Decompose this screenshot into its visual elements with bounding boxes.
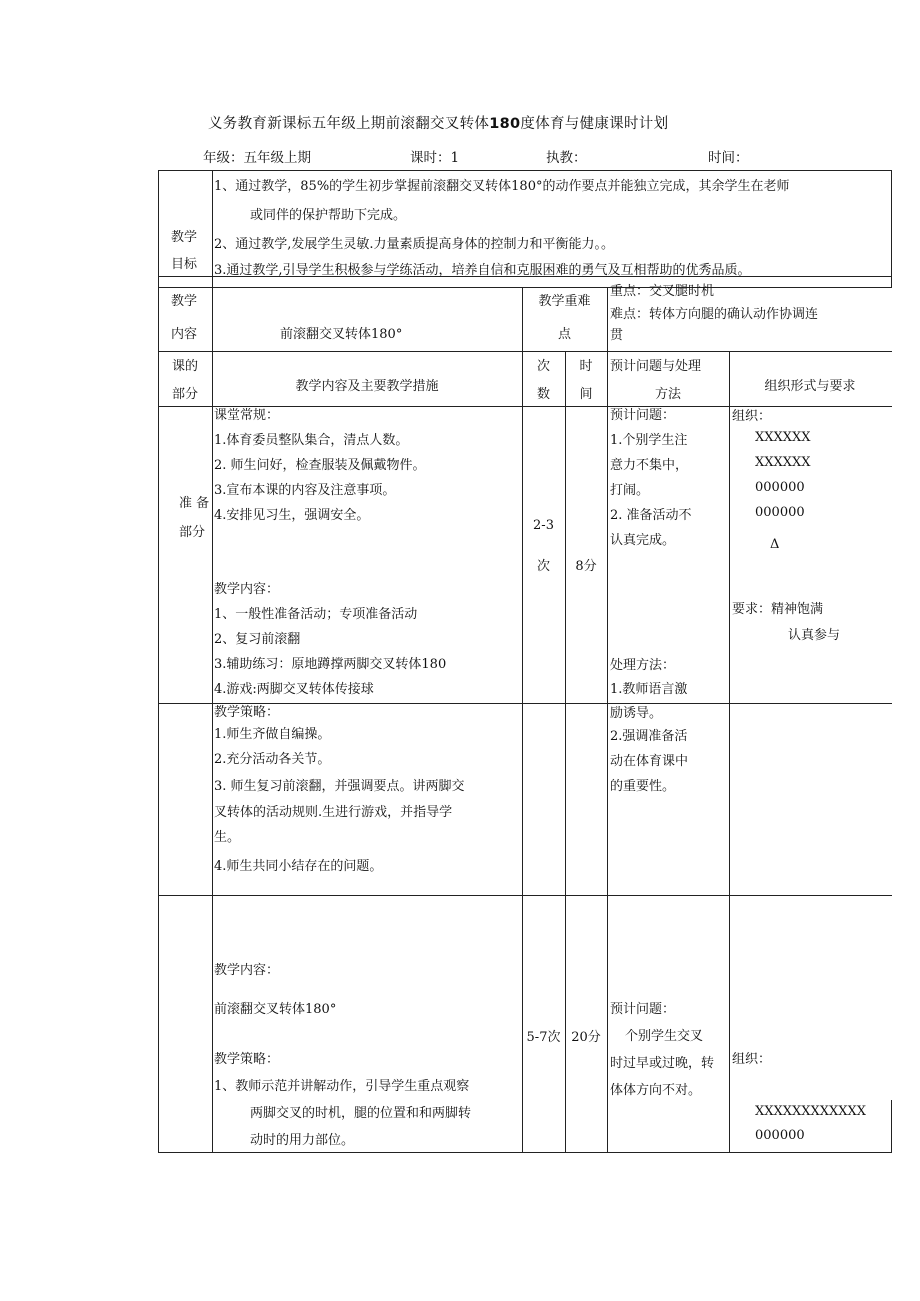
list-item: 4.安排见习生，强调安全。 bbox=[214, 508, 370, 523]
basic-issue-label: 预计问题： bbox=[610, 1002, 676, 1017]
basic-strategy-label: 教学策略： bbox=[214, 1052, 280, 1067]
basic-content-label: 教学内容： bbox=[214, 963, 280, 978]
prep-handling bbox=[610, 704, 688, 799]
lesson-count-label: 课时：1 bbox=[410, 150, 460, 166]
basic-step-1-cont2: 动时的用力部位。 bbox=[250, 1133, 355, 1148]
basic-content: 前滚翻交叉转体180° bbox=[214, 1002, 337, 1017]
prep-times-1: 2-3 bbox=[533, 518, 554, 533]
goal-item-2: 2、通过教学,发展学生灵敏.力量素质提高身体的控制力和平衡能力。。 bbox=[214, 237, 615, 252]
formation-row: XXXXXX bbox=[755, 455, 811, 470]
col-times-1: 次 bbox=[536, 359, 550, 374]
list-item: 2.充分活动各关节。 bbox=[214, 752, 331, 767]
prep-require-1: 要求：精神饱满 bbox=[732, 602, 824, 617]
list-item: 2. 师生问好，检查服装及佩戴物件。 bbox=[214, 458, 426, 473]
content-label-1: 教学 bbox=[171, 294, 198, 309]
basic-issue-1: 个别学生交叉 bbox=[625, 1029, 704, 1044]
list-item: 2.强调准备活 bbox=[610, 729, 688, 744]
basic-times: 5-7次 bbox=[526, 1030, 561, 1045]
list-item: 意力不集中， bbox=[610, 458, 689, 473]
keypoint-label-1: 教学重难 bbox=[538, 294, 591, 309]
list-item: 4.师生共同小结存在的问题。 bbox=[214, 859, 383, 874]
list-item: 打闹。 bbox=[610, 483, 650, 498]
list-item: 课堂常规： bbox=[214, 408, 280, 423]
col-content: 教学内容及主要教学措施 bbox=[295, 379, 439, 394]
col-part-2: 部分 bbox=[172, 387, 199, 402]
prep-org-label: 组织： bbox=[732, 409, 772, 424]
lesson-content: 前滚翻交叉转体180° bbox=[280, 327, 403, 342]
formation-row: XXXXXX bbox=[755, 430, 811, 445]
key-focus: 重点：交叉腿时机 bbox=[610, 284, 715, 299]
goals-label-1: 教学 bbox=[171, 230, 198, 245]
list-item: 3. 师生复习前滚翻，并强调要点。讲两脚交 bbox=[214, 779, 465, 794]
basic-minutes: 20分 bbox=[571, 1030, 601, 1045]
list-item: 3.宣布本课的内容及注意事项。 bbox=[214, 483, 396, 498]
list-item: 1、一般性准备活动；专项准备活动 bbox=[214, 607, 418, 622]
list-item: 教学内容： bbox=[214, 582, 280, 597]
list-item: 2. 准备活动不 bbox=[610, 508, 692, 523]
goals-label-2: 目标 bbox=[171, 257, 198, 272]
prep-label-2: 部分 bbox=[179, 525, 206, 540]
list-item: 认真完成。 bbox=[610, 533, 676, 548]
formation-row: 000000 bbox=[755, 1128, 805, 1143]
list-item: 2、复习前滚翻 bbox=[214, 632, 301, 647]
col-org: 组织形式与要求 bbox=[764, 379, 856, 394]
document-title: 义务教育新课标五年级上期前滚翻交叉转体180度体育与健康课时计划 bbox=[208, 116, 669, 132]
formation-row: XXXXXXXXXXXX bbox=[755, 1104, 867, 1119]
time-label: 时间： bbox=[708, 150, 749, 166]
basic-org-label: 组织： bbox=[732, 1052, 772, 1067]
col-time-1: 时 bbox=[579, 359, 593, 374]
prep-times-2: 次 bbox=[536, 559, 550, 574]
goal-item-1: 1、通过教学，85%的学生初步掌握前滚翻交叉转体180°的动作要点并能独立完成，其余学生在老师 bbox=[214, 179, 790, 194]
col-time-2: 间 bbox=[579, 387, 593, 402]
prep-handling-label: 处理方法： bbox=[610, 658, 676, 673]
grade-label: 年级：五年级上期 bbox=[203, 150, 311, 166]
prep-label-1: 准 备 bbox=[179, 496, 210, 511]
key-difficulty: 难点：转体方向腿的确认动作协调连 bbox=[610, 307, 819, 322]
col-times-2: 数 bbox=[536, 387, 550, 402]
prep-handling-first: 1.教师语言激 bbox=[610, 682, 688, 697]
col-part-1: 课的 bbox=[172, 359, 199, 374]
list-item: 的重要性。 bbox=[610, 779, 676, 794]
basic-step-1: 1、教师示范并讲解动作，引导学生重点观察 bbox=[214, 1079, 470, 1094]
list-item: 预计问题： bbox=[610, 408, 676, 423]
list-item: 生。 bbox=[214, 830, 241, 845]
content-label-2: 内容 bbox=[171, 327, 198, 342]
prep-issues bbox=[610, 403, 692, 553]
goal-item-3: 3.通过教学,引导学生积极参与学练活动，培养自信和克服困难的勇气及互相帮助的优秀品质。 bbox=[214, 263, 751, 278]
goal-item-1-cont: 或同伴的保护帮助下完成。 bbox=[250, 208, 407, 223]
list-item: 教学策略： bbox=[214, 705, 280, 720]
teacher-label: 执教： bbox=[546, 150, 587, 166]
col-issues-2: 方法 bbox=[654, 387, 681, 402]
key-difficulty-cont: 贯 bbox=[610, 328, 624, 343]
list-item: 叉转体的活动规则.生进行游戏，并指导学 bbox=[214, 805, 453, 820]
prep-strategy bbox=[214, 704, 465, 879]
list-item: 3.辅助练习：原地蹲撑两脚交叉转体180 bbox=[214, 657, 447, 672]
prep-content bbox=[214, 577, 446, 702]
list-item: 1.体育委员整队集合，清点人数。 bbox=[214, 433, 409, 448]
basic-issue-3: 体体方向不对。 bbox=[610, 1083, 702, 1098]
basic-step-1-cont: 两脚交叉的时机，腿的位置和和两脚转 bbox=[250, 1106, 472, 1121]
col-issues-1: 预计问题与处理 bbox=[610, 359, 702, 374]
teacher-position-mark: Δ bbox=[770, 537, 780, 552]
list-item: 4.游戏:两脚交叉转体传接球 bbox=[214, 682, 374, 697]
prep-formation bbox=[755, 425, 811, 525]
list-item: 励诱导。 bbox=[610, 706, 663, 721]
prep-routine bbox=[214, 403, 426, 528]
prep-require-2: 认真参与 bbox=[788, 628, 841, 643]
prep-minutes: 8分 bbox=[575, 559, 597, 574]
list-item: 1.师生齐做自编操。 bbox=[214, 727, 331, 742]
keypoint-label-2: 点 bbox=[557, 327, 571, 342]
formation-row: 000000 bbox=[755, 505, 805, 520]
list-item: 动在体育课中 bbox=[610, 754, 689, 769]
list-item: 1.个别学生注 bbox=[610, 433, 688, 448]
formation-row: 000000 bbox=[755, 480, 805, 495]
basic-issue-2: 时过早或过晚，转 bbox=[610, 1056, 715, 1071]
